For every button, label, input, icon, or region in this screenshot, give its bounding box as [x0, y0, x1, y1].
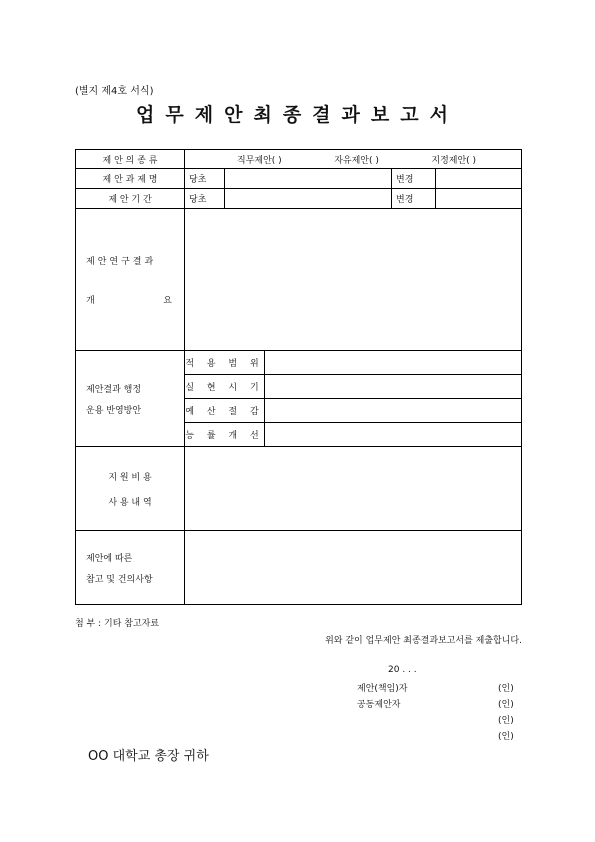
overview-label-yo: 요	[163, 295, 172, 306]
overview-label-gae: 개	[86, 295, 95, 306]
subject-changed-field[interactable]	[436, 169, 522, 189]
signature-role-co: 공동제안자	[357, 700, 401, 710]
option-designated-proposal[interactable]: 지정제안( )	[431, 155, 477, 166]
apply-timing-field[interactable]	[265, 375, 522, 399]
period-changed-field[interactable]	[436, 189, 522, 209]
remarks-label-line2: 참고 및 건의사항	[86, 574, 153, 585]
label-research-overview	[76, 209, 185, 351]
subject-original-label: 당초	[185, 169, 225, 189]
label-admin-application	[76, 351, 185, 447]
submission-date[interactable]: 20 . . .	[388, 665, 417, 675]
document-title: 업무제안최종결과보고서	[136, 104, 459, 126]
signature-seal-3[interactable]: (인)	[498, 716, 514, 726]
option-job-proposal[interactable]: 직무제안( )	[237, 155, 282, 166]
addressee: OO 대학교 총장 귀하	[88, 749, 209, 764]
row-research-overview	[76, 209, 522, 351]
period-original-field[interactable]	[225, 189, 392, 209]
period-original-label: 당초	[185, 189, 225, 209]
label-proposal-type: 제 안 의 종 류	[76, 150, 185, 169]
support-label-line1: 지 원 비 용	[108, 472, 152, 483]
apply-efficiency-field[interactable]	[265, 423, 522, 447]
apply-item-scope: 적 용 범 위	[185, 351, 265, 375]
row-proposal-subject	[76, 169, 522, 189]
subject-changed-label: 변경	[392, 169, 436, 189]
remarks-field[interactable]	[185, 531, 522, 605]
overview-label-line1: 제안연구결과	[86, 256, 157, 267]
subject-original-field[interactable]	[225, 169, 392, 189]
apply-scope-field[interactable]	[265, 351, 522, 375]
apply-item-budget: 예 산 절 감	[185, 399, 265, 423]
form-number-label: (별지 제4호 서식)	[75, 86, 154, 97]
label-proposal-subject: 제 안 과 제 명	[76, 169, 185, 189]
support-label-line2: 사 용 내 역	[108, 497, 152, 508]
row-support-cost	[76, 447, 522, 531]
apply-item-timing: 실 현 시 기	[185, 375, 265, 399]
row-proposal-type	[76, 150, 522, 169]
option-free-proposal[interactable]: 자유제안( )	[334, 155, 379, 166]
signature-role-lead: 제안(책임)자	[357, 684, 408, 694]
research-overview-field[interactable]	[185, 209, 522, 351]
remarks-label-line1: 제안에 따른	[86, 553, 133, 564]
apply-label-line2: 운용 반영방안	[86, 405, 142, 416]
row-remarks	[76, 531, 522, 605]
attachment-note: 첨 부 : 기타 참고자료	[75, 619, 160, 629]
row-proposal-period	[76, 189, 522, 209]
apply-item-efficiency: 능 률 개 선	[185, 423, 265, 447]
signature-seal-co[interactable]: (인)	[498, 700, 514, 710]
signature-seal-lead[interactable]: (인)	[498, 684, 514, 694]
label-support-cost	[76, 447, 185, 531]
apply-budget-field[interactable]	[265, 399, 522, 423]
label-proposal-period: 제 안 기 간	[76, 189, 185, 209]
proposal-type-options	[185, 150, 522, 169]
row-apply-scope	[76, 351, 522, 375]
support-cost-field[interactable]	[185, 447, 522, 531]
label-remarks	[76, 531, 185, 605]
report-form-table	[75, 149, 522, 605]
signature-seal-4[interactable]: (인)	[498, 732, 514, 742]
submission-statement: 위와 같이 업무제안 최종결과보고서를 제출합니다.	[325, 636, 522, 646]
period-changed-label: 변경	[392, 189, 436, 209]
apply-label-line1: 제안결과 행정	[86, 384, 142, 395]
